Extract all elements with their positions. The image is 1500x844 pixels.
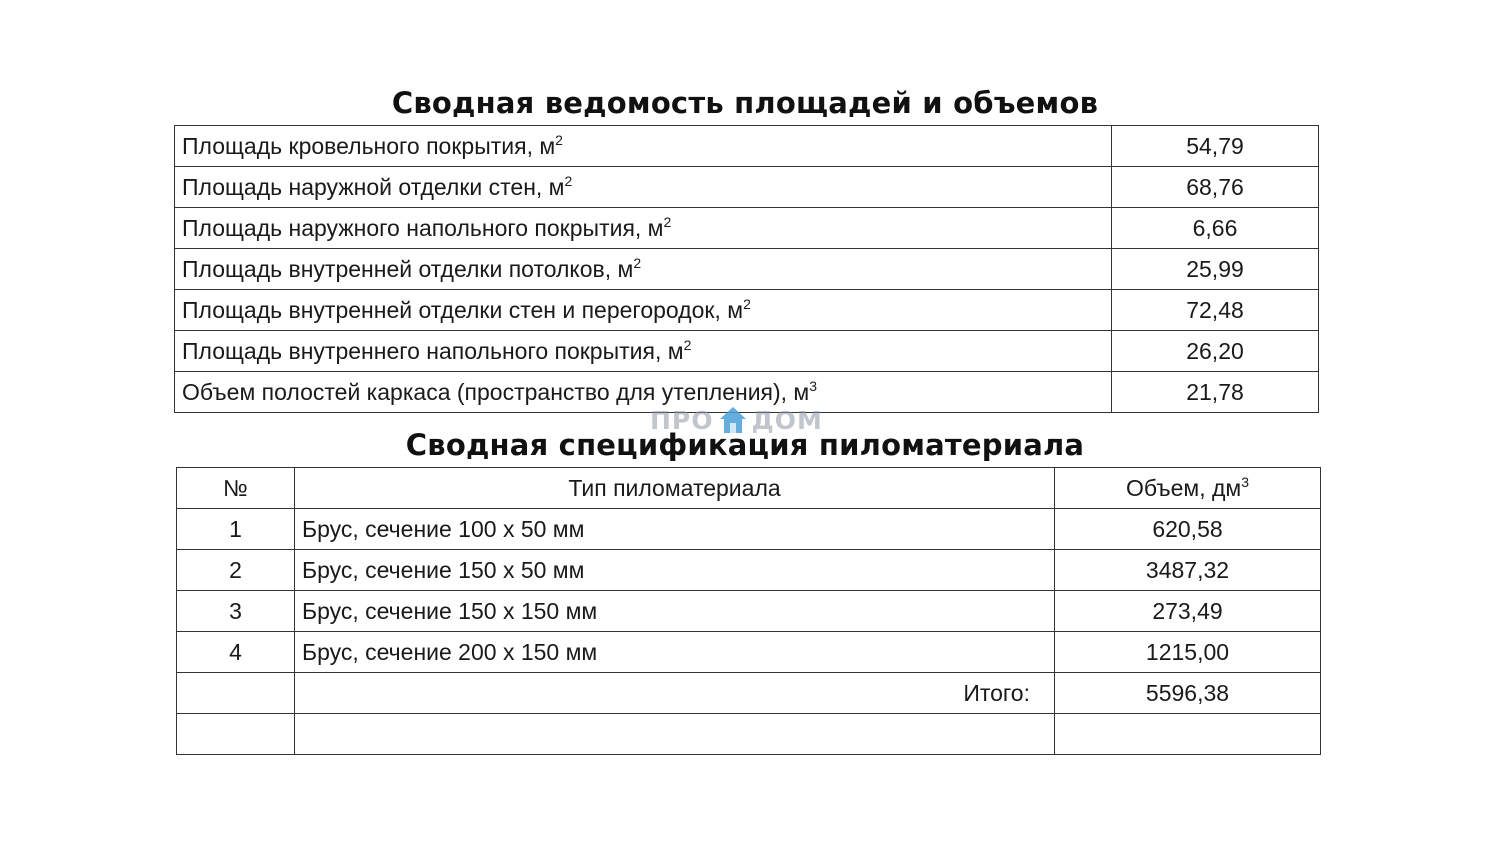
- total-row: [177, 673, 1321, 714]
- table-row: [175, 290, 1319, 331]
- row-type: Брус, сечение 150 х 150 мм: [295, 591, 1055, 632]
- header-type: Тип пиломатериала: [295, 468, 1055, 509]
- areas-table: [174, 125, 1319, 413]
- header-volume: Объем, $дм^3$: [1055, 468, 1321, 509]
- row-volume: 620,58: [1055, 509, 1321, 550]
- lumber-table: [176, 467, 1321, 755]
- area-value: 54,79: [1112, 126, 1319, 167]
- table-row: [177, 632, 1321, 673]
- row-volume: 3487,32: [1055, 550, 1321, 591]
- area-label: Площадь внутреннего напольного покрытия, $м^2$: [175, 331, 1112, 372]
- table-row: [175, 331, 1319, 372]
- row-volume: 1215,00: [1055, 632, 1321, 673]
- row-num: 2: [177, 550, 295, 591]
- row-type: Брус, сечение 100 х 50 мм: [295, 509, 1055, 550]
- table-row: [175, 126, 1319, 167]
- area-label: Объем полостей каркаса (пространство для утепления), $м^3$: [175, 372, 1112, 413]
- area-label: Площадь кровельного покрытия, $м^2$: [175, 126, 1112, 167]
- watermark-left: ПРО: [650, 405, 714, 435]
- area-value: 72,48: [1112, 290, 1319, 331]
- table-row: [177, 550, 1321, 591]
- area-label: Площадь внутренней отделки стен и перегородок, $м^2$: [175, 290, 1112, 331]
- area-label: Площадь внутренней отделки потолков, $м^2$: [175, 249, 1112, 290]
- row-type: Брус, сечение 200 х 150 мм: [295, 632, 1055, 673]
- empty-cell: [177, 673, 295, 714]
- lumber-table-title: Сводная спецификация пиломатериала: [405, 428, 1085, 462]
- areas-table-title: Сводная ведомость площадей и объемов: [391, 86, 1099, 120]
- total-label: Итого:: [295, 673, 1055, 714]
- row-volume: 273,49: [1055, 591, 1321, 632]
- area-value: 25,99: [1112, 249, 1319, 290]
- table-header-row: [177, 468, 1321, 509]
- table-row: [175, 167, 1319, 208]
- row-num: 1: [177, 509, 295, 550]
- area-value: 26,20: [1112, 331, 1319, 372]
- area-label: Площадь наружной отделки стен, $м^2$: [175, 167, 1112, 208]
- area-value: 68,76: [1112, 167, 1319, 208]
- empty-cell: [1055, 714, 1321, 755]
- area-value: 21,78: [1112, 372, 1319, 413]
- table-row: [177, 591, 1321, 632]
- watermark-right: ДОМ: [751, 405, 823, 435]
- total-value: 5596,38: [1055, 673, 1321, 714]
- table-row: [177, 509, 1321, 550]
- header-num: №: [177, 468, 295, 509]
- empty-cell: [295, 714, 1055, 755]
- area-label: Площадь наружного напольного покрытия, $м^2$: [175, 208, 1112, 249]
- empty-row: [177, 714, 1321, 755]
- area-value: 6,66: [1112, 208, 1319, 249]
- empty-cell: [177, 714, 295, 755]
- row-type: Брус, сечение 150 х 50 мм: [295, 550, 1055, 591]
- row-num: 3: [177, 591, 295, 632]
- row-num: 4: [177, 632, 295, 673]
- table-row: [175, 208, 1319, 249]
- table-row: [175, 249, 1319, 290]
